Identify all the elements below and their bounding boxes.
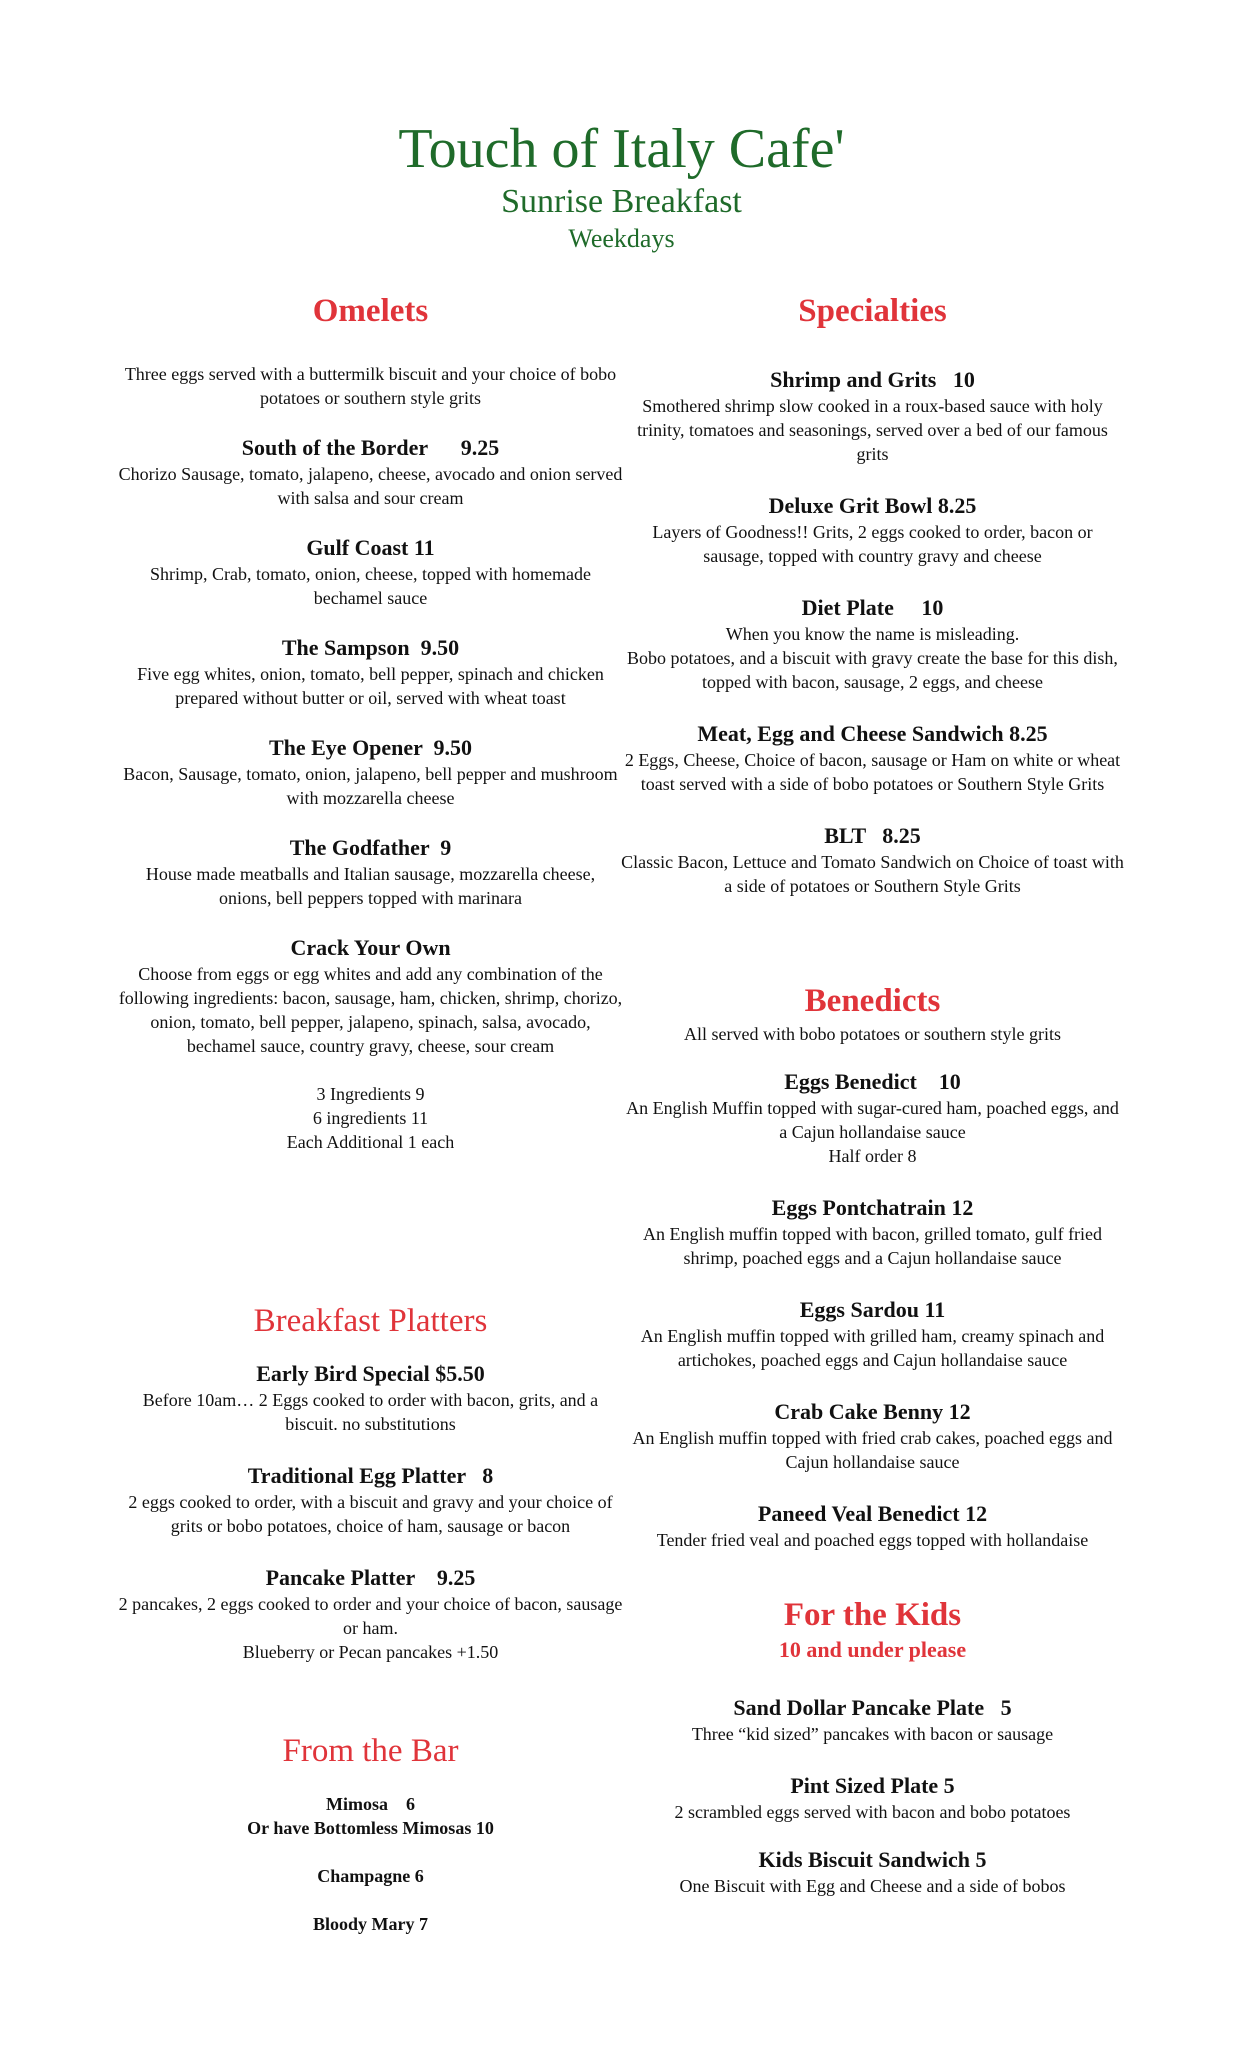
menu-item bbox=[118, 634, 623, 710]
item-name: Eggs Sardou 11 bbox=[799, 1297, 946, 1322]
menu-item bbox=[118, 1360, 623, 1436]
pricing-line: Each Additional 1 each bbox=[286, 1132, 455, 1152]
benedicts-intro: All served with bobo potatoes or southern style grits bbox=[684, 1024, 1061, 1044]
platters-section bbox=[118, 1300, 623, 1664]
omelets-pricing bbox=[118, 1082, 623, 1154]
item-description: When you know the name is misleading. bbox=[725, 624, 1020, 644]
item-description: Three “kid sized” pancakes with bacon or sausage bbox=[691, 1724, 1054, 1744]
menu-item bbox=[620, 1694, 1125, 1746]
omelets-intro: Three eggs served with a buttermilk biscuit and your choice of bobo potatoes or southern style grits bbox=[124, 364, 617, 408]
item-description: Choose from eggs or egg whites and add any combination of the following ingredients: bacon, sausage, ham, chicken, shrimp, chorizo, onion, tomato, bell pepper, jalapeno, spinach, salsa, avocado, bechamel sauce, country gravy, cheese, sour cream bbox=[118, 964, 623, 1056]
item-description: Classic Bacon, Lettuce and Tomato Sandwich on Choice of toast with a side of potatoes or Southern Style Grits bbox=[621, 852, 1124, 896]
item-name: Early Bird Special $5.50 bbox=[256, 1361, 485, 1386]
item-name: Pint Sized Plate 5 bbox=[790, 1773, 955, 1798]
cafe-title: Touch of Italy Cafe' bbox=[398, 118, 845, 180]
item-name: Deluxe Grit Bowl 8.25 bbox=[768, 493, 977, 518]
menu-item bbox=[118, 834, 623, 910]
item-extra: Bobo potatoes, and a biscuit with gravy create the base for this dish, topped with bacon, sausage, 2 eggs, and cheese bbox=[627, 648, 1118, 692]
specialties-heading: Specialties bbox=[798, 293, 947, 329]
bar-section bbox=[118, 1730, 623, 1936]
specialties-section bbox=[620, 290, 1125, 898]
item-extra: Blueberry or Pecan pancakes +1.50 bbox=[242, 1642, 499, 1662]
menu-item bbox=[620, 1194, 1125, 1270]
menu-item bbox=[620, 1296, 1125, 1372]
item-name: Eggs Benedict 10 bbox=[784, 1069, 961, 1094]
item-name: The Godfather 9 bbox=[289, 835, 452, 860]
item-name: Pancake Platter 9.25 bbox=[265, 1565, 476, 1590]
item-description: House made meatballs and Italian sausage, mozzarella cheese, onions, bell peppers topped with marinara bbox=[145, 864, 596, 908]
kids-heading: For the Kids bbox=[783, 1597, 962, 1633]
item-name: Meat, Egg and Cheese Sandwich 8.25 bbox=[697, 721, 1048, 746]
platters-heading: Breakfast Platters bbox=[253, 1303, 488, 1339]
item-description: Chorizo Sausage, tomato, jalapeno, cheese, avocado and onion served with salsa and sour cream bbox=[118, 464, 623, 508]
item-description: Before 10am… 2 Eggs cooked to order with bacon, grits, and a biscuit. no substitutions bbox=[142, 1390, 599, 1434]
item-name: The Sampson 9.50 bbox=[281, 635, 460, 660]
item-description: 2 scrambled eggs served with bacon and bobo potatoes bbox=[674, 1802, 1071, 1822]
item-description: Five egg whites, onion, tomato, bell pepper, spinach and chicken prepared without butter or oil, served with wheat toast bbox=[137, 664, 604, 708]
menu-item bbox=[118, 534, 623, 610]
menu-header bbox=[0, 116, 1243, 256]
item-name: Diet Plate 10 bbox=[801, 595, 944, 620]
menu-item bbox=[620, 720, 1125, 796]
item-name: Gulf Coast 11 bbox=[306, 535, 435, 560]
omelets-heading: Omelets bbox=[312, 293, 429, 329]
item-name: Crack Your Own bbox=[290, 935, 451, 960]
pricing-line: 6 ingredients 11 bbox=[312, 1108, 429, 1128]
menu-item bbox=[620, 1500, 1125, 1552]
menu-item bbox=[118, 434, 623, 510]
benedicts-section bbox=[620, 980, 1125, 1552]
kids-subheading: 10 and under please bbox=[778, 1637, 967, 1662]
item-description: Shrimp, Crab, tomato, onion, cheese, topped with homemade bechamel sauce bbox=[150, 564, 591, 608]
menu-item bbox=[620, 1772, 1125, 1824]
kids-section bbox=[620, 1594, 1125, 1898]
bar-item bbox=[118, 1792, 623, 1840]
item-name: Traditional Egg Platter 8 bbox=[247, 1463, 494, 1488]
menu-item bbox=[620, 594, 1125, 694]
item-name: Bloody Mary 7 bbox=[313, 1914, 428, 1934]
item-name: The Eye Opener 9.50 bbox=[268, 735, 473, 760]
item-description: 2 Eggs, Cheese, Choice of bacon, sausage or Ham on white or wheat toast served with a side of bobo potatoes or Southern Style Grits bbox=[624, 750, 1121, 794]
bar-heading: From the Bar bbox=[282, 1733, 459, 1769]
item-name: Mimosa 6 bbox=[326, 1794, 415, 1814]
item-name: Kids Biscuit Sandwich 5 bbox=[758, 1847, 987, 1872]
item-name: South of the Border 9.25 bbox=[241, 435, 500, 460]
item-name: Champagne 6 bbox=[317, 1866, 424, 1886]
item-extra: Half order 8 bbox=[828, 1146, 917, 1166]
menu-item bbox=[620, 492, 1125, 568]
item-description: Tender fried veal and poached eggs topped with hollandaise bbox=[656, 1530, 1089, 1550]
item-description: An English muffin topped with fried crab cakes, poached eggs and Cajun hollandaise sauce bbox=[632, 1428, 1113, 1472]
item-name: Crab Cake Benny 12 bbox=[774, 1399, 971, 1424]
benedicts-heading: Benedicts bbox=[804, 983, 941, 1019]
item-description: One Biscuit with Egg and Cheese and a side of bobos bbox=[679, 1876, 1066, 1896]
item-description: Bacon, Sausage, tomato, onion, jalapeno, bell pepper and mushroom with mozzarella cheese bbox=[123, 764, 618, 808]
item-name: BLT 8.25 bbox=[824, 823, 921, 848]
menu-item bbox=[620, 1398, 1125, 1474]
menu-subtitle: Sunrise Breakfast bbox=[501, 183, 742, 220]
item-extra: Or have Bottomless Mimosas 10 bbox=[247, 1818, 494, 1838]
item-name: Paneed Veal Benedict 12 bbox=[757, 1501, 988, 1526]
menu-item bbox=[118, 734, 623, 810]
item-description: Layers of Goodness!! Grits, 2 eggs cooked to order, bacon or sausage, topped with country gravy and cheese bbox=[652, 522, 1093, 566]
pricing-line: 3 Ingredients 9 bbox=[316, 1084, 425, 1104]
menu-item bbox=[118, 934, 623, 1058]
item-name: Sand Dollar Pancake Plate 5 bbox=[733, 1695, 1012, 1720]
item-description: An English Muffin topped with sugar-cured ham, poached eggs, and a Cajun hollandaise sauce bbox=[626, 1098, 1119, 1142]
bar-item bbox=[118, 1864, 623, 1888]
menu-item bbox=[620, 1846, 1125, 1898]
item-description: Smothered shrimp slow cooked in a roux-based sauce with holy trinity, tomatoes and seasonings, served over a bed of our famous grits bbox=[637, 396, 1108, 464]
menu-item bbox=[620, 366, 1125, 466]
menu-item bbox=[620, 1068, 1125, 1168]
item-description: 2 pancakes, 2 eggs cooked to order and your choice of bacon, sausage or ham. bbox=[118, 1594, 623, 1638]
item-name: Shrimp and Grits 10 bbox=[770, 367, 975, 392]
menu-days: Weekdays bbox=[568, 224, 675, 253]
menu-item bbox=[118, 1462, 623, 1538]
item-description: 2 eggs cooked to order, with a biscuit and gravy and your choice of grits or bobo potatoes, choice of ham, sausage or bacon bbox=[128, 1492, 613, 1536]
omelets-section bbox=[118, 290, 623, 1154]
bar-item bbox=[118, 1912, 623, 1936]
item-name: Eggs Pontchatrain 12 bbox=[771, 1195, 974, 1220]
menu-item bbox=[118, 1564, 623, 1664]
item-description: An English muffin topped with grilled ham, creamy spinach and artichokes, poached eggs and Cajun hollandaise sauce bbox=[640, 1326, 1105, 1370]
item-description: An English muffin topped with bacon, grilled tomato, gulf fried shrimp, poached eggs and a Cajun hollandaise sauce bbox=[642, 1224, 1103, 1268]
menu-item bbox=[620, 822, 1125, 898]
